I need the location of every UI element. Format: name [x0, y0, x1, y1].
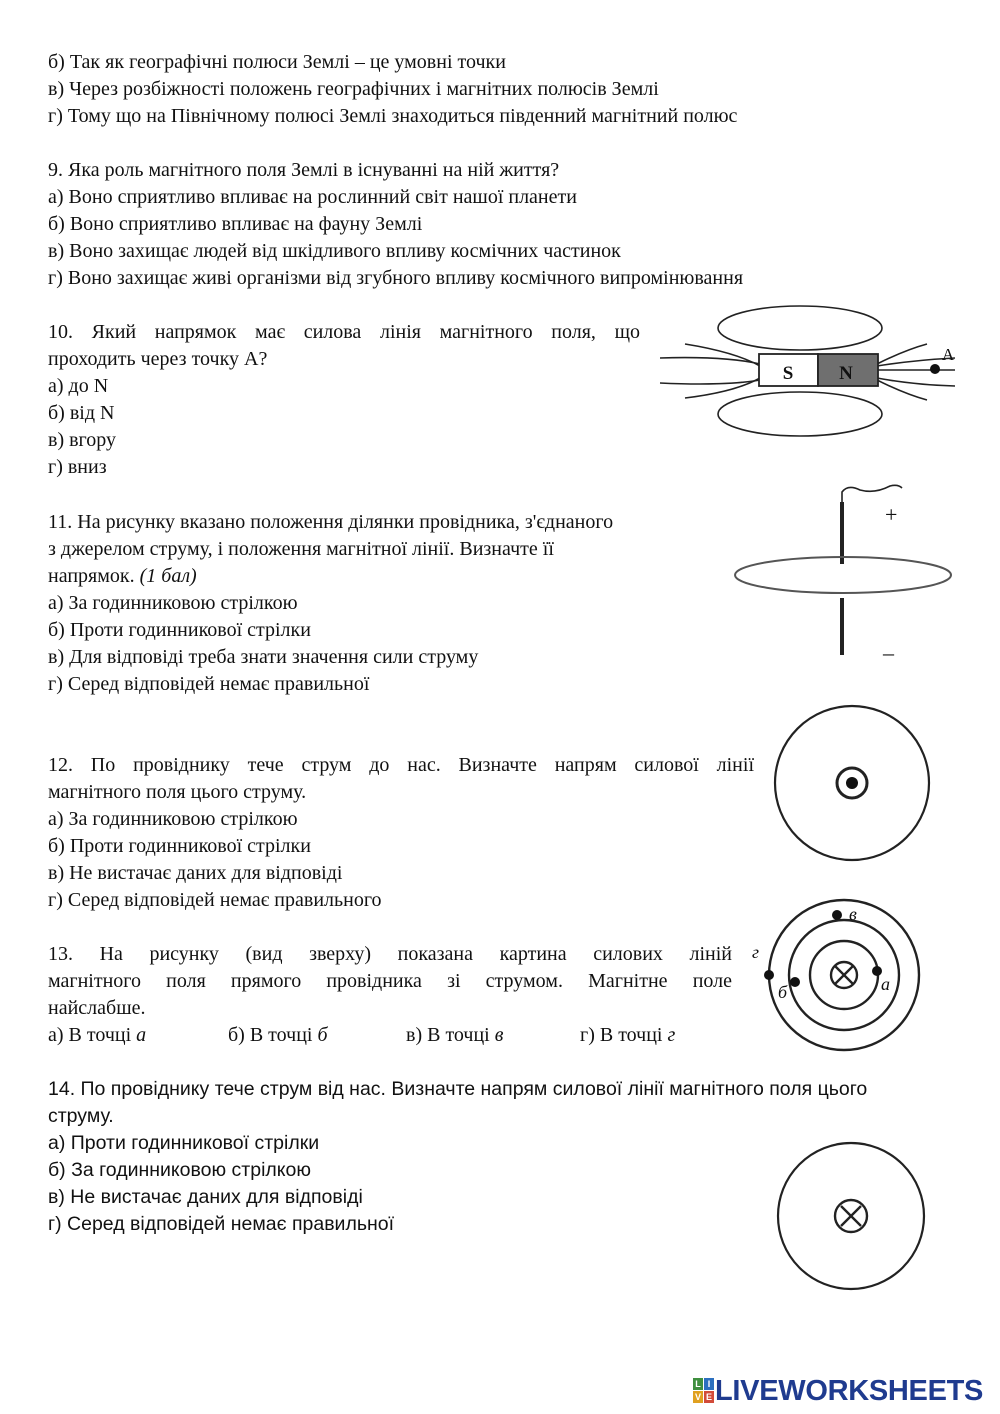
liveworksheets-badge-icon [693, 1378, 715, 1404]
q11-option-a[interactable]: а) За годинниковою стрілкою [48, 592, 298, 614]
q13-question-line1: 13. На рисунку (вид зверху) показана картина силових ліній [48, 943, 732, 965]
q11-conductor-figure [730, 480, 970, 665]
q9-question: 9. Яка роль магнітного поля Землі в існуванні на ній життя? [48, 159, 560, 181]
q9-option-b[interactable]: б) Воно сприятливо впливає на фауну Землі [48, 213, 423, 235]
q13-point-v [832, 910, 842, 920]
q13-label-a: а [881, 974, 890, 994]
q13-question-line2: магнітного поля прямого провідника зі струмом. Магнітне поле [48, 970, 732, 992]
q11-option-c[interactable]: в) Для відповіді треба знати значення сили струму [48, 646, 479, 668]
q11-points: (1 бал) [139, 565, 197, 587]
q13-option-b-text: б) В точці [228, 1024, 313, 1046]
q11-option-d[interactable]: г) Серед відповідей немає правильної [48, 673, 370, 695]
q8-option-b[interactable]: б) Так як географічні полюси Землі – це умовні точки [48, 51, 506, 73]
q12-option-d[interactable]: г) Серед відповідей немає правильного [48, 889, 382, 911]
q14-question-line2: струму. [48, 1105, 114, 1127]
q14-option-b[interactable]: б) За годинниковою стрілкою [48, 1159, 312, 1181]
q14-question-line1: 14. По провіднику тече струм від нас. Визначте напрям силової лінії магнітного поля цього [48, 1078, 868, 1100]
q11-question-line1: 11. На рисунку вказано положення ділянки провідника, з'єднаного [48, 511, 614, 533]
q8-option-c[interactable]: в) Через розбіжності положень географічних і магнітних полюсів Землі [48, 78, 659, 100]
badge-letter-2: I [707, 1379, 711, 1389]
q10-point-a [930, 364, 940, 374]
q10-option-b[interactable]: б) від N [48, 402, 115, 424]
q12-question-line1: 12. По провіднику тече струм до нас. Визначте напрям силової лінії [48, 754, 754, 776]
q10-magnet-figure [655, 300, 965, 440]
q13-option-c-text: в) В точці [406, 1024, 490, 1046]
q14-option-c[interactable]: в) Не вистачає даних для відповіді [48, 1186, 363, 1208]
q10-field-line [877, 380, 927, 400]
q8-option-d[interactable]: г) Тому що на Північному полюсі Землі знаходиться південний магнітний полюс [48, 105, 738, 127]
q9-option-d[interactable]: г) Воно захищає живі організми від згубного впливу космічного випромінювання [48, 267, 744, 289]
q10-label-s: S [782, 363, 794, 384]
q13-option-b[interactable] [228, 1022, 328, 1048]
q13-label-v: в [849, 904, 857, 924]
q11-question-line3 [48, 563, 197, 589]
q10-question-line2: проходить через точку А? [48, 348, 268, 370]
q10-lower-loop [718, 392, 882, 436]
q14-current-away-figure [776, 1140, 928, 1292]
q11-question-text: напрямок. [48, 565, 135, 587]
q10-option-c[interactable]: в) вгору [48, 429, 116, 451]
q10-label-a: A [942, 345, 955, 364]
q13-label-b: б [778, 982, 788, 1002]
q13-option-b-letter: б [317, 1024, 328, 1046]
q11-option-b[interactable]: б) Проти годинникової стрілки [48, 619, 311, 641]
q13-option-c-letter: в [494, 1024, 504, 1046]
q10-option-a[interactable]: а) до N [48, 375, 109, 397]
q13-label-g: г [752, 942, 760, 962]
q13-question-line3: найслабше. [48, 997, 146, 1019]
q12-option-b[interactable]: б) Проти годинникової стрілки [48, 835, 311, 857]
q10-upper-loop [718, 306, 882, 350]
q13-option-a-letter: а [136, 1024, 147, 1046]
q12-option-a[interactable]: а) За годинниковою стрілкою [48, 808, 298, 830]
q10-field-line [660, 380, 760, 384]
badge-letter-3: V [694, 1392, 702, 1402]
q13-point-g [764, 970, 774, 980]
badge-letter-4: E [705, 1392, 713, 1402]
q10-field-line [685, 344, 760, 366]
liveworksheets-wordmark: LIVEWORKSHEETS [715, 1375, 984, 1407]
q13-concentric-figure [750, 900, 950, 1060]
badge-letter-1: L [695, 1379, 701, 1389]
q13-option-a[interactable] [48, 1022, 146, 1048]
q12-option-c[interactable]: в) Не вистачає даних для відповіді [48, 862, 343, 884]
q14-option-a[interactable]: а) Проти годинникової стрілки [48, 1132, 320, 1154]
q13-option-d-text: г) В точці [580, 1024, 663, 1046]
q9-option-a[interactable]: а) Воно сприятливо впливає на рослинний світ нашої планети [48, 186, 577, 208]
q12-question-line2: магнітного поля цього струму. [48, 781, 307, 803]
q9-option-c[interactable]: в) Воно захищає людей від шкідливого впливу космічних частинок [48, 240, 621, 262]
q13-point-b [790, 977, 800, 987]
q12-dot-symbol [846, 777, 858, 789]
q10-question-line1: 10. Який напрямок має силова лінія магнітного поля, що [48, 321, 640, 343]
q13-option-a-text: а) В точці [48, 1024, 132, 1046]
q10-option-d[interactable]: г) вниз [48, 456, 107, 478]
q14-option-d[interactable]: г) Серед відповідей немає правильної [48, 1213, 395, 1235]
q11-plus-label: + [885, 502, 898, 527]
q13-option-d[interactable] [580, 1022, 675, 1048]
q13-option-d-letter: г [667, 1024, 676, 1046]
q13-option-c[interactable] [406, 1022, 503, 1048]
q12-current-toward-figure [770, 700, 936, 866]
q11-question-line2: з джерелом струму, і положення магнітної лінії. Визначте її [48, 538, 554, 560]
q11-minus-label: – [883, 640, 894, 665]
q10-label-n: N [839, 363, 853, 384]
